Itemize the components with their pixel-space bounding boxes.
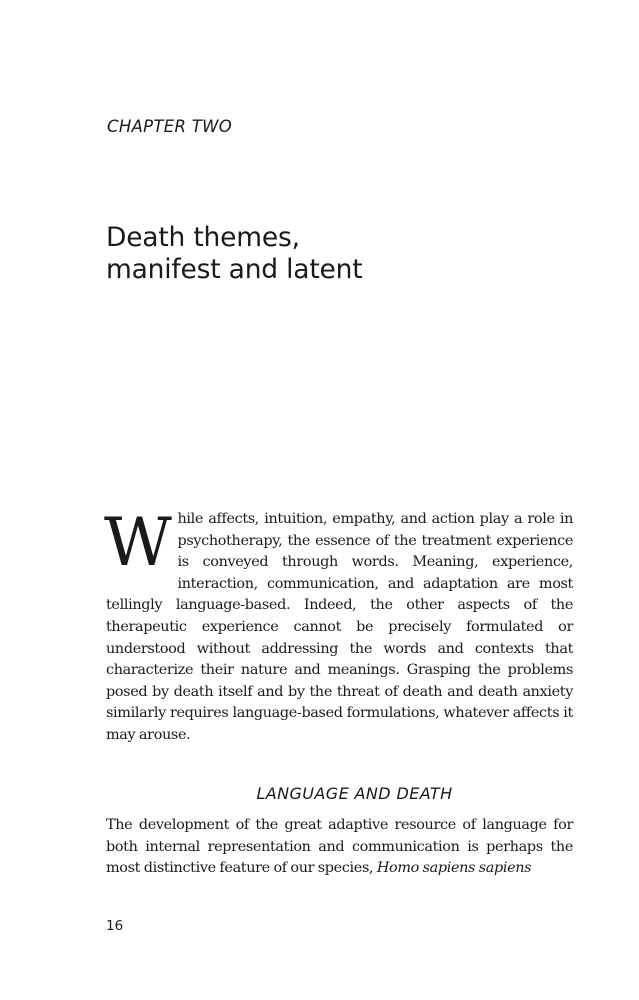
section-heading: LANGUAGE AND DEATH	[256, 784, 453, 803]
opening-paragraph	[104, 504, 573, 747]
section-paragraph	[106, 815, 573, 880]
opening-paragraph-block	[104, 504, 573, 747]
section-paragraph-block	[106, 815, 573, 880]
chapter-title-line-1: Death themes,	[106, 222, 300, 253]
page-number: 16	[106, 918, 124, 934]
species-name: Homo sapiens sapiens	[376, 860, 532, 877]
chapter-label: CHAPTER TWO	[107, 117, 233, 136]
drop-cap: W	[104, 504, 172, 581]
section-paragraph-text: The development of the great adaptive resource of language for both internal representation and communication is perhaps the most distinctive feature of our species,	[106, 817, 573, 877]
opening-paragraph-text: hile affects, intuition, empathy, and action play a role in psychotherapy, the essence of the treatment experience is conveyed through words. Meaning, experience, interaction, communication, and adaptation are most tellingly language-based. Indeed, the other aspects of the therapeutic experience cannot be precisely formulated or understood without addressing the words and contexts that characterize their nature and meanings. Grasping the problems posed by death itself and by the threat of death and death anxiety similarly requires language-based formulations, whatever affects it may arouse.	[106, 511, 573, 743]
chapter-title	[106, 222, 546, 286]
chapter-title-line-2: manifest and latent	[106, 254, 363, 285]
